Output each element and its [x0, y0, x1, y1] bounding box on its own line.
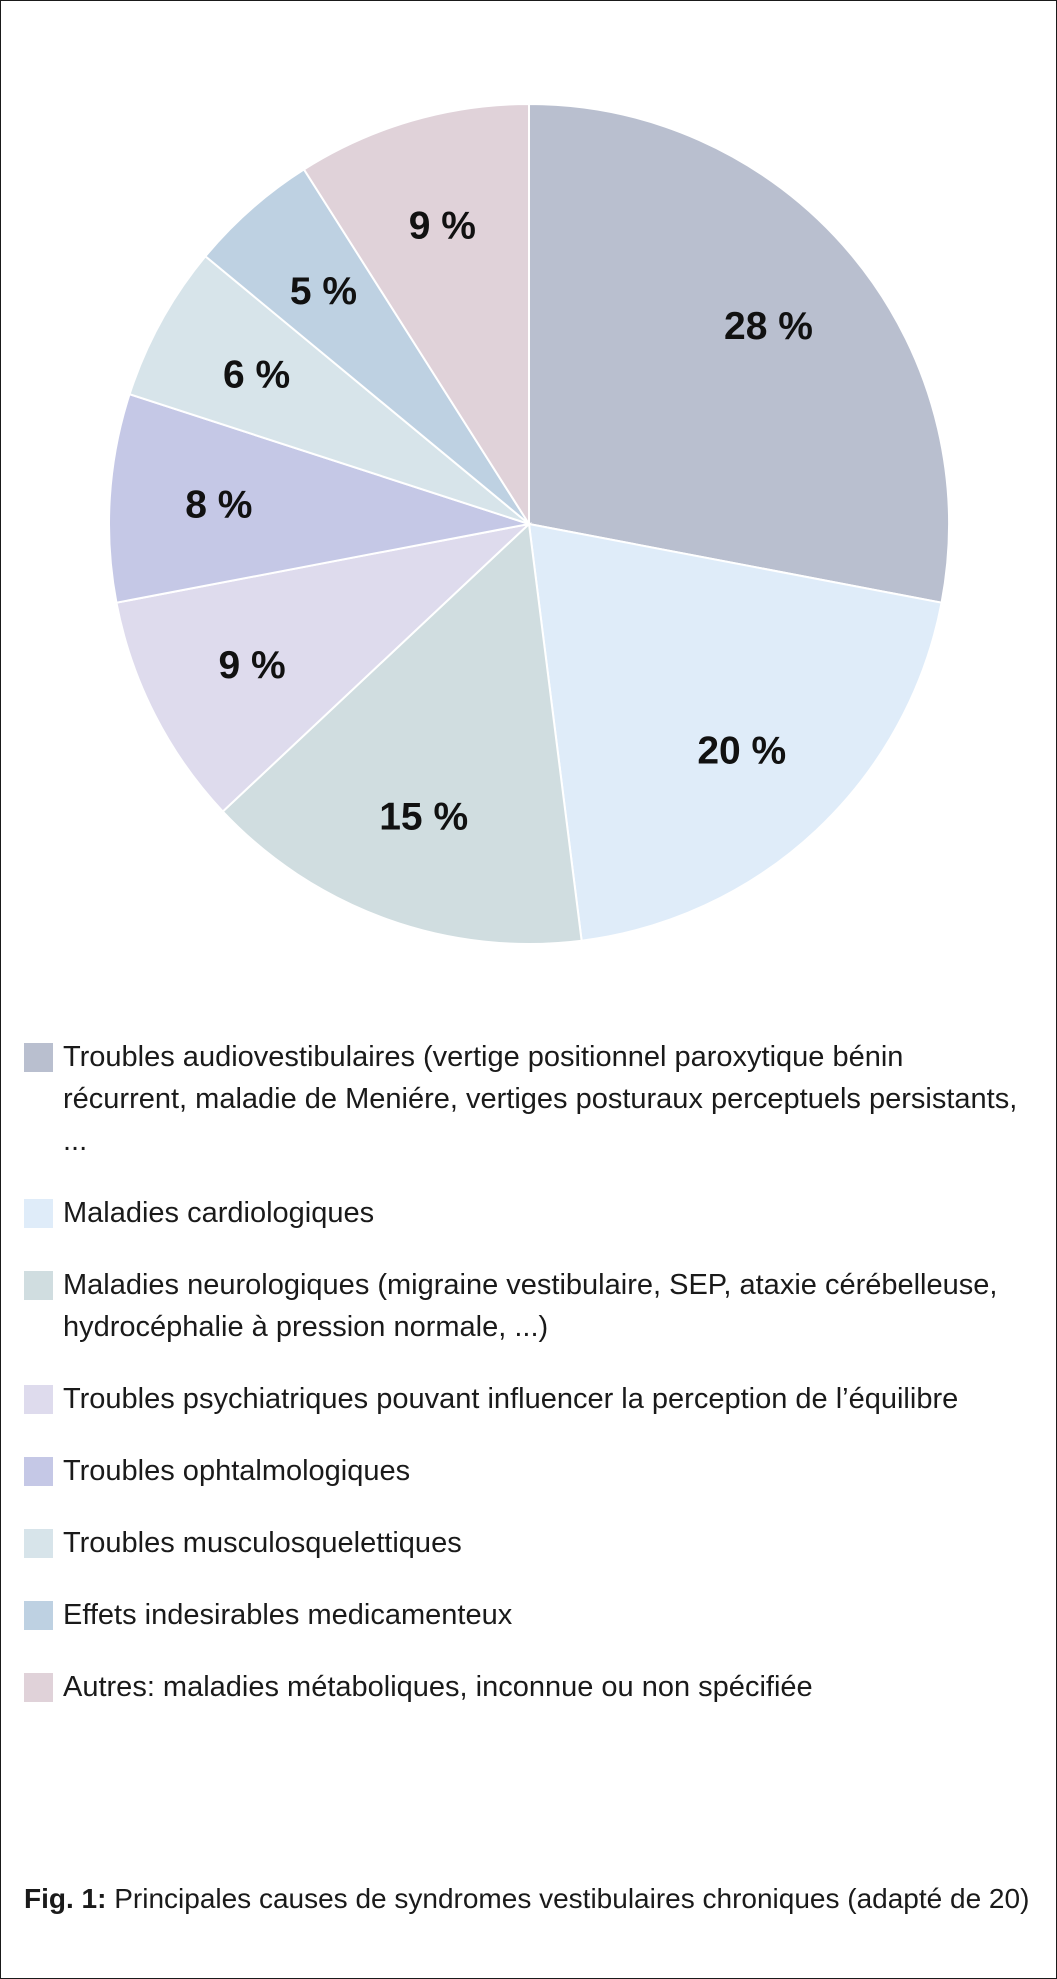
- figure-caption: [24, 1880, 1034, 1918]
- legend-swatch: [24, 1529, 53, 1558]
- figure-caption-text: Principales causes de syndromes vestibulaires chroniques (adapté de 20): [106, 1883, 1030, 1914]
- legend-label: Maladies neurologiques (migraine vestibulaire, SEP, ataxie cérébelleuse, hydrocéphalie à pression normale, ...): [63, 1269, 998, 1343]
- pie-value-label-8: 9 %: [408, 204, 476, 248]
- legend: [24, 1036, 1034, 1708]
- legend-item: [24, 1666, 1034, 1708]
- legend-label: Effets indesirables medicamenteux: [63, 1599, 513, 1631]
- pie-value-label-4: 9 %: [218, 644, 286, 688]
- legend-item: [24, 1036, 1034, 1162]
- legend-item: [24, 1378, 1034, 1420]
- legend-label: Troubles musculosquelettiques: [63, 1527, 462, 1559]
- legend-label: Maladies cardiologiques: [63, 1197, 375, 1229]
- legend-item: [24, 1192, 1034, 1234]
- legend-label: Autres: maladies métaboliques, inconnue ou non spécifiée: [63, 1671, 813, 1703]
- pie-value-label-6: 6 %: [222, 353, 291, 397]
- legend-item: [24, 1594, 1034, 1636]
- legend-label: Troubles psychiatriques pouvant influencer la perception de l’équilibre: [63, 1383, 959, 1415]
- pie-value-label-2: 20 %: [697, 729, 787, 773]
- legend-swatch: [24, 1457, 53, 1486]
- pie-value-label-5: 8 %: [185, 483, 253, 527]
- legend-item: [24, 1450, 1034, 1492]
- pie-slice-1: [529, 104, 949, 603]
- figure-caption-label: Fig. 1:: [24, 1883, 107, 1914]
- legend-item: [24, 1264, 1034, 1348]
- legend-swatch: [24, 1601, 53, 1630]
- legend-label: Troubles audiovestibulaires (vertige positionnel paroxytique bénin récurrent, maladie de Meniére, vertiges posturaux perceptuels persistants, ...: [63, 1041, 1018, 1157]
- legend-swatch: [24, 1385, 53, 1414]
- legend-item: [24, 1522, 1034, 1564]
- legend-label: Troubles ophtalmologiques: [63, 1455, 411, 1487]
- legend-swatch: [24, 1673, 53, 1702]
- legend-swatch: [24, 1043, 53, 1072]
- pie-value-label-7: 5 %: [289, 269, 358, 313]
- legend-swatch: [24, 1271, 53, 1300]
- pie-value-label-1: 28 %: [724, 304, 813, 348]
- legend-swatch: [24, 1199, 53, 1228]
- pie-value-label-3: 15 %: [379, 795, 469, 839]
